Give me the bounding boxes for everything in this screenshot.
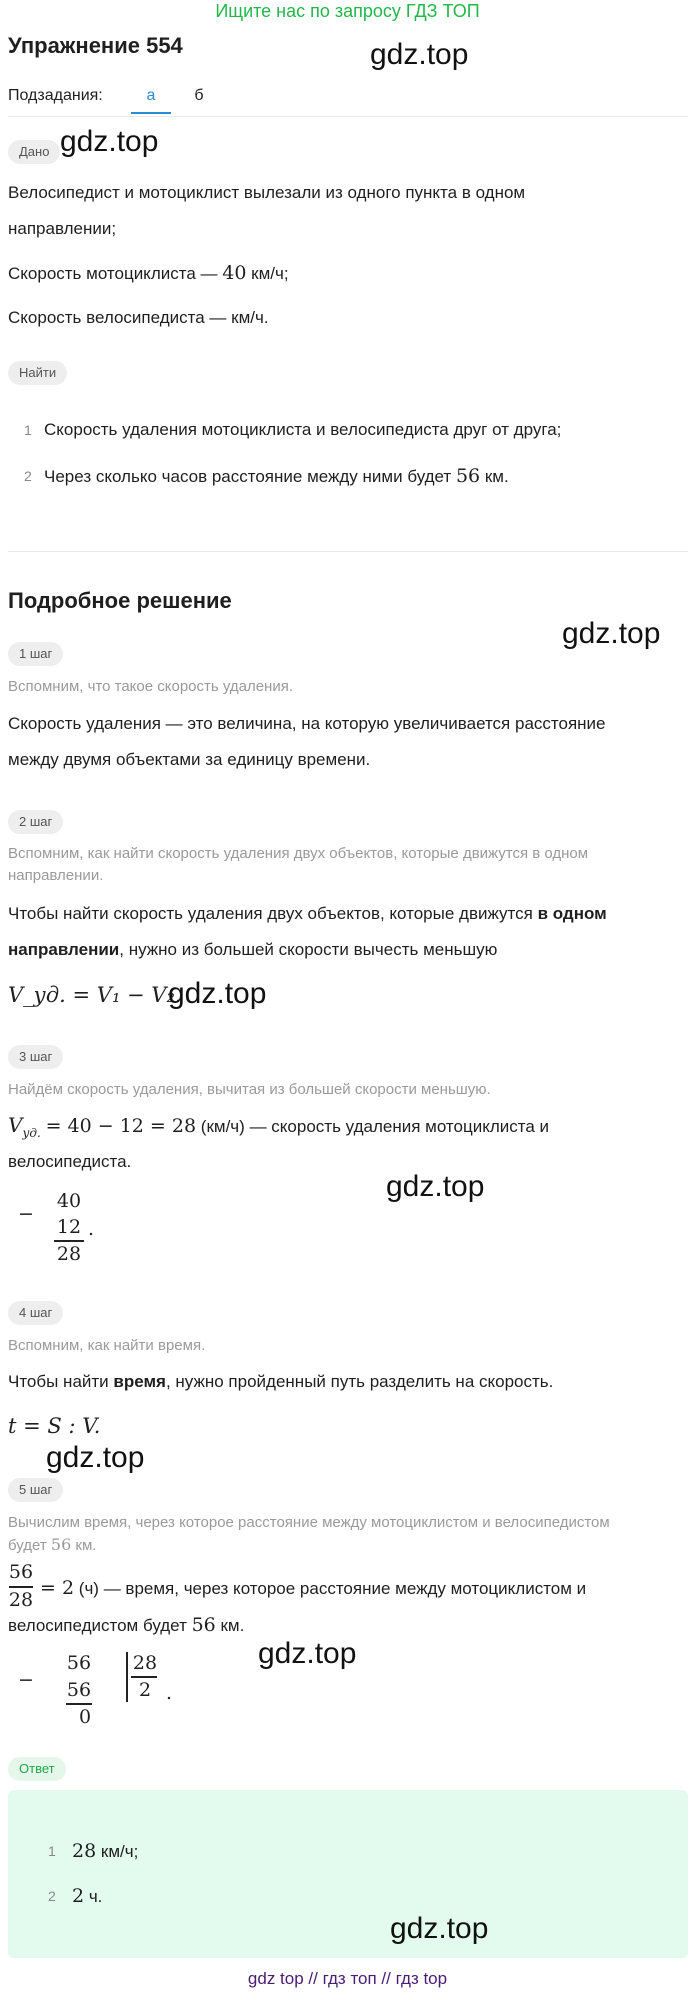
answer-item-2: 2 ч. <box>72 1885 103 1907</box>
step-3-text-line1: $V_{уд.} = 40 - 12 = 28$ (км/ч) — скорость удаления мотоциклиста и <box>8 1113 550 1140</box>
watermark: gdz.top <box>386 1170 485 1203</box>
step-4-formula: t = S : V. <box>8 1414 101 1438</box>
subtasks-label: Подзадания: <box>8 87 103 104</box>
step-2-text-line1: Чтобы найти скорость удаления двух объектов, которые движутся в одном <box>8 904 607 923</box>
step-4-text: Чтобы найти время, нужно пройденный путь разделить на скорость. <box>8 1372 554 1391</box>
given-chip: Дано <box>8 140 60 164</box>
answer-item-number: 2 <box>48 1888 56 1904</box>
division-dividend: 56 <box>66 1652 92 1674</box>
division-minus-sign: − <box>18 1669 34 1691</box>
step-2-formula: V_уд. = V₁ − V₂. <box>8 983 182 1007</box>
division-subtrahend: 56 <box>66 1679 92 1701</box>
step-3-chip: 3 шаг <box>8 1045 63 1069</box>
step-5-hint-line2: будет 56 км. <box>8 1535 97 1554</box>
tab-b[interactable]: б <box>194 87 204 104</box>
watermark: gdz.top <box>46 1441 145 1474</box>
step-4-chip: 4 шаг <box>8 1301 63 1325</box>
watermark: gdz.top <box>258 1637 357 1670</box>
division-dot: . <box>166 1682 173 1704</box>
page-title: Упражнение 554 <box>8 33 183 58</box>
step-3-text-line2: велосипедиста. <box>8 1152 132 1171</box>
given-text-line1: Велосипедист и мотоциклист вылезали из одного пункта в одном <box>8 183 526 202</box>
fraction-denominator: 28 <box>8 1589 34 1611</box>
footer-links[interactable]: gdz top // гдз топ // гдз top <box>247 1969 448 1988</box>
solution-title: Подробное решение <box>8 588 232 613</box>
step-4-hint: Вспомним, как найти время. <box>8 1337 206 1354</box>
column-minus-sign: − <box>18 1203 34 1225</box>
division-vertical-bar <box>126 1652 128 1702</box>
step-2-hint-line2: направлении. <box>8 867 104 884</box>
given-moto-speed: Скорость мотоциклиста — 40 км/ч; <box>8 262 289 284</box>
find-chip: Найти <box>8 361 67 385</box>
fraction-numerator: 56 <box>8 1561 34 1583</box>
watermark: gdz.top <box>370 38 469 71</box>
step-1-chip: 1 шаг <box>8 642 63 666</box>
watermark: gdz.top <box>60 125 159 158</box>
answer-chip: Ответ <box>8 1757 66 1781</box>
watermark: gdz.top <box>168 977 267 1010</box>
division-quotient: 2 <box>138 1679 152 1701</box>
step-5-hint-line1: Вычислим время, через которое расстояние между мотоциклистом и велосипедистом <box>8 1514 610 1531</box>
step-1-text-line2: между двумя объектами за единицу времени. <box>8 750 371 769</box>
find-item-number: 1 <box>24 422 32 438</box>
watermark: gdz.top <box>562 617 661 650</box>
watermark: gdz.top <box>390 1912 489 1945</box>
find-item-1: Скорость удаления мотоциклиста и велосипедиста друг от друга; <box>44 420 562 439</box>
active-tab-indicator <box>131 112 171 114</box>
step-2-chip: 2 шаг <box>8 810 63 834</box>
find-item-number: 2 <box>24 468 32 484</box>
step-1-hint: Вспомним, что такое скорость удаления. <box>8 678 293 695</box>
given-bike-speed: Скорость велосипедиста — км/ч. <box>8 308 269 327</box>
step-3-hint: Найдём скорость удаления, вычитая из большей скорости меньшую. <box>8 1081 491 1098</box>
search-banner: Ищите нас по запросу ГДЗ ТОП <box>215 1 480 21</box>
division-remainder: 0 <box>78 1706 92 1728</box>
column-result: 28 <box>56 1243 82 1265</box>
step-5-text-line1: = 2 (ч) — время, через которое расстояние между мотоциклистом и <box>40 1577 587 1599</box>
step-2-text-line2: направлении, нужно из большей скорости вычесть меньшую <box>8 940 498 959</box>
step-5-chip: 5 шаг <box>8 1478 63 1502</box>
step-2-hint-line1: Вспомним, как найти скорость удаления двух объектов, которые движутся в одном <box>8 845 589 862</box>
find-item-2: Через сколько часов расстояние между ними будет 56 км. <box>44 465 509 487</box>
column-subtrahend: 12 <box>56 1216 82 1238</box>
step-5-text-line2: велосипедистом будет 56 км. <box>8 1614 245 1636</box>
divider <box>8 116 688 117</box>
tab-a[interactable]: а <box>146 87 156 104</box>
column-dot: . <box>88 1218 95 1240</box>
answer-box <box>8 1790 688 1958</box>
division-divisor: 28 <box>132 1652 158 1674</box>
divider <box>8 551 688 552</box>
answer-item-number: 1 <box>48 1843 56 1859</box>
column-minuend: 40 <box>56 1190 82 1212</box>
answer-item-1: 28 км/ч; <box>72 1840 139 1862</box>
step-1-text-line1: Скорость удаления — это величина, на которую увеличивается расстояние <box>8 714 606 733</box>
given-text-line2: направлении; <box>8 219 117 238</box>
